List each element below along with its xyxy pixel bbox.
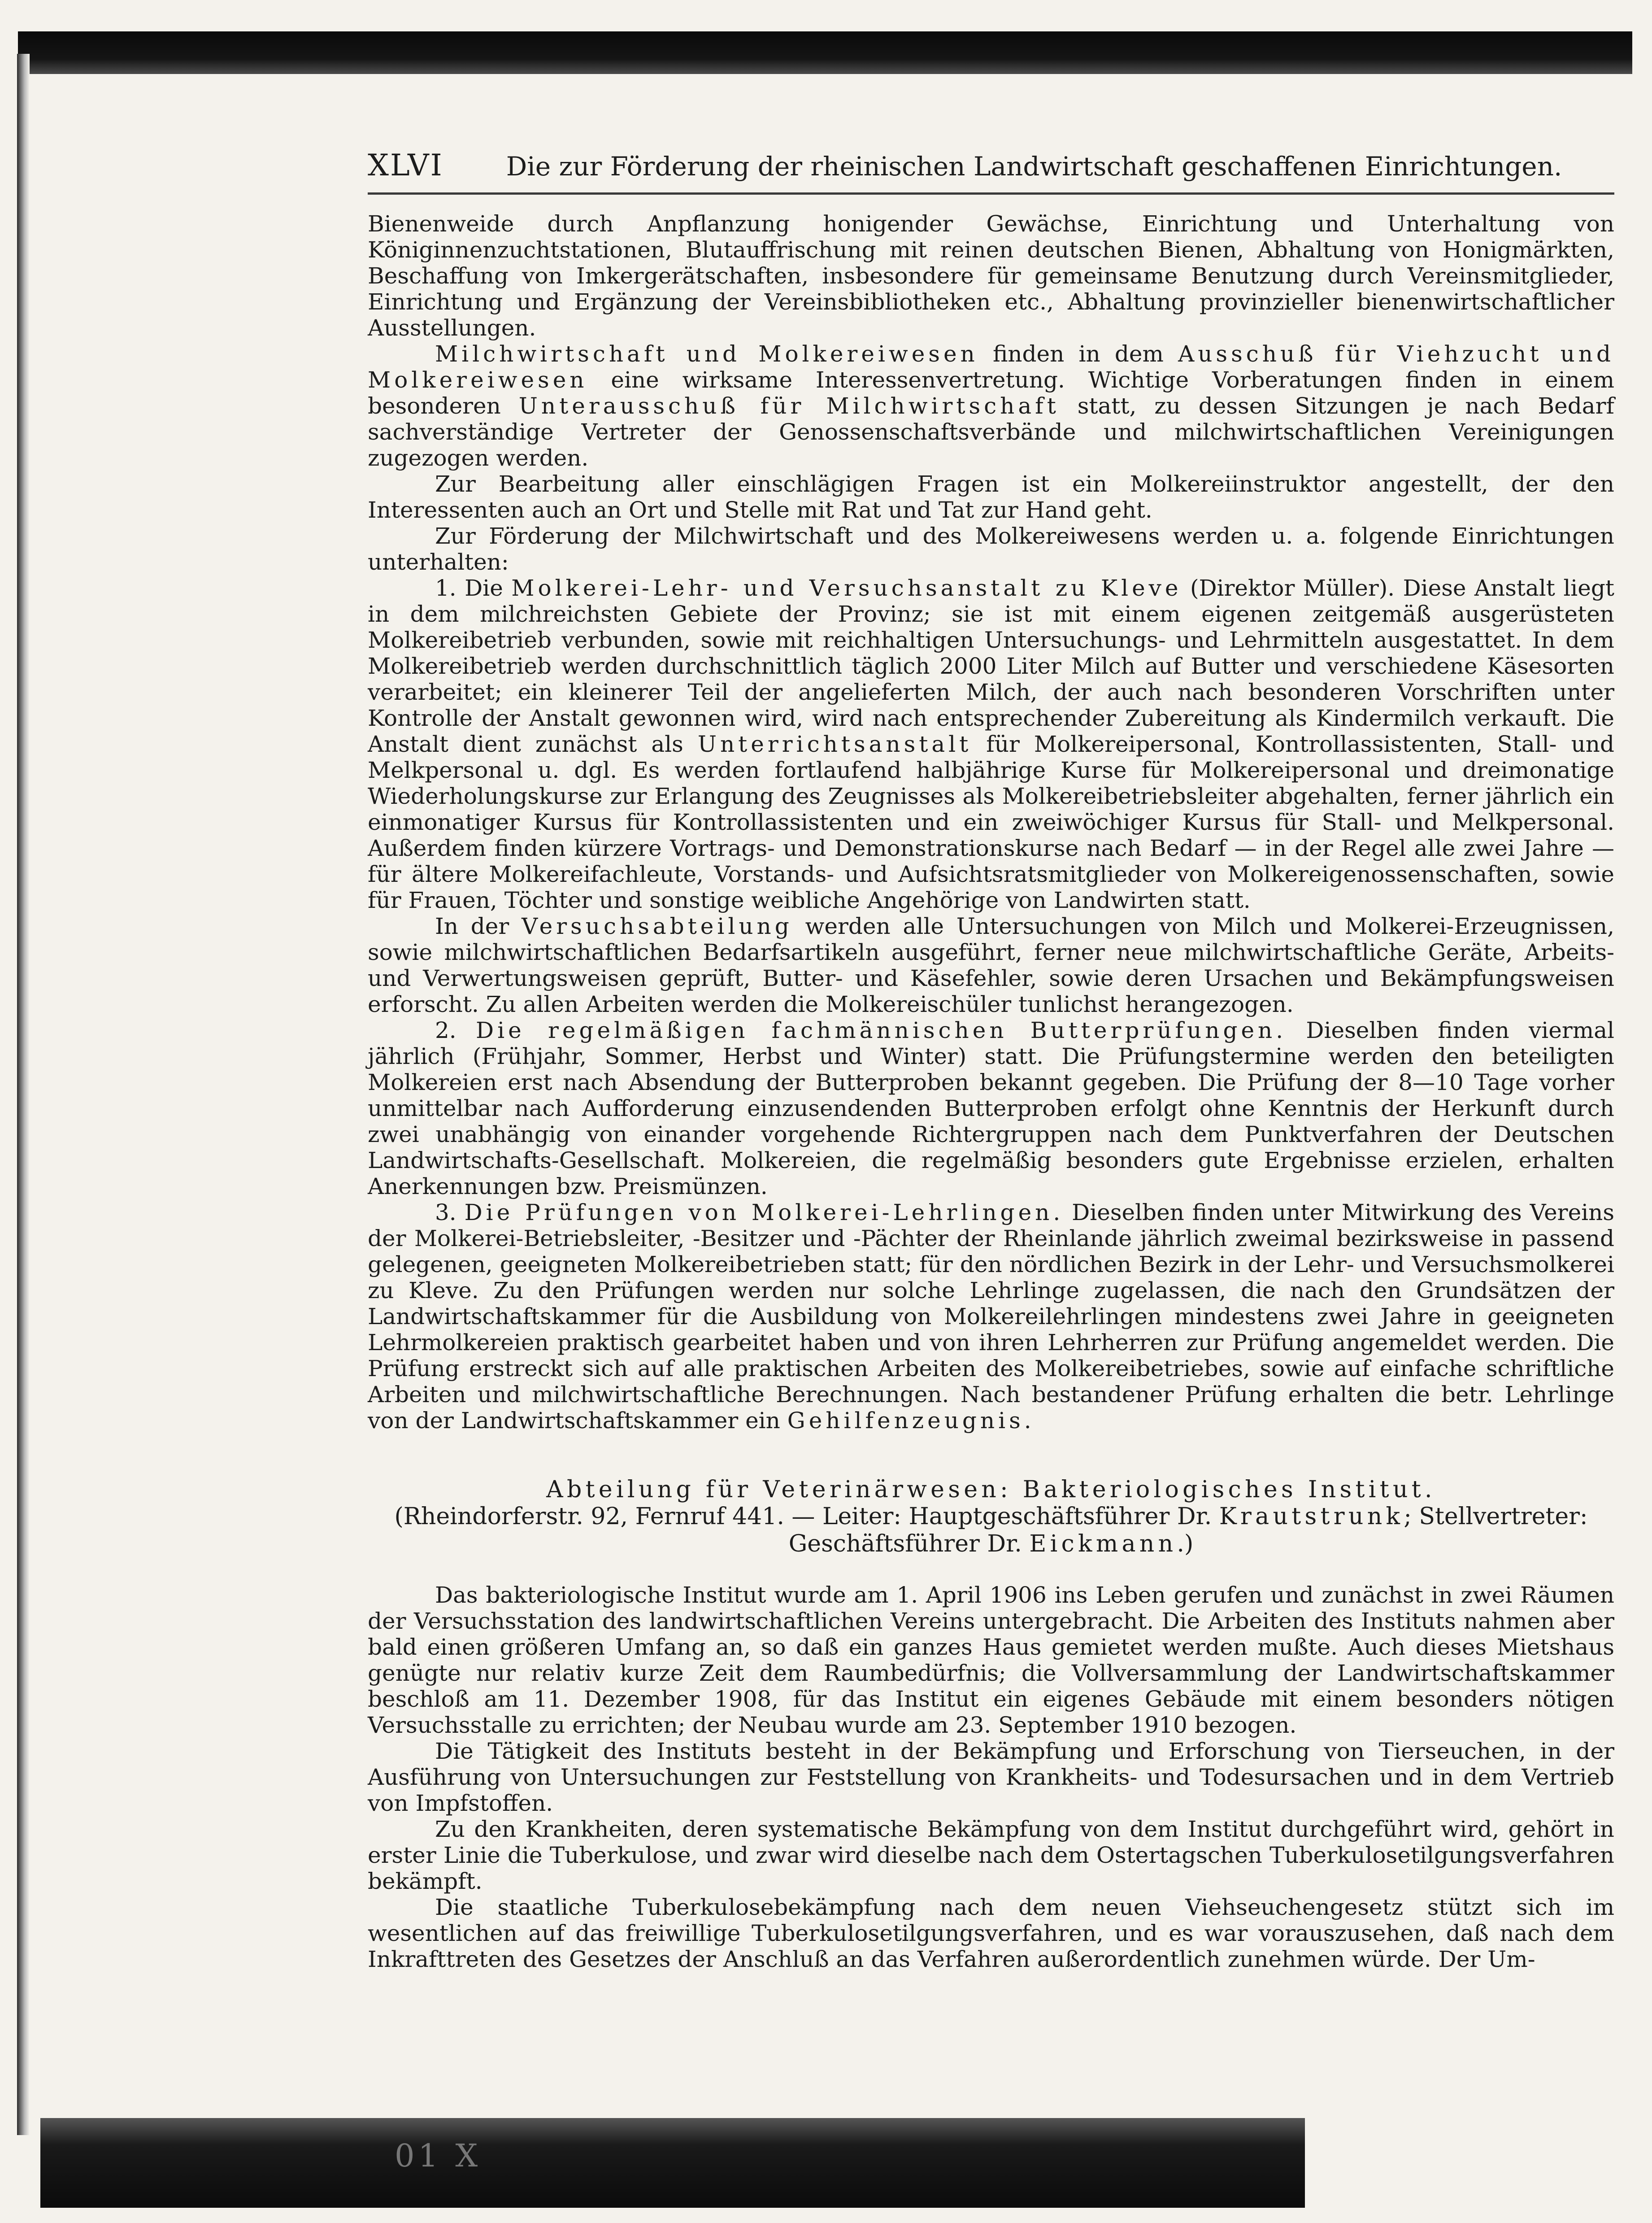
spaced-term: Die Prüfungen von Molkerei-Lehrlingen.	[464, 1199, 1064, 1225]
paragraph-bees: Bienenweide durch Anpflanzung honigender Gewächse, Einrichtung und Unterhaltung von Königinnenzuchtstationen, Blutauffrischung mit reinen deutschen Bienen, Abhaltung von Honigmärkten, Beschaffung von Imkergerätschaften, insbesondere für gemeinsame Benutzung durch Vereinsmitglieder, Einrichtung und Ergänzung der Vereinsbibliotheken etc., Abhaltung provinzieller bienenwirtschaftlicher Ausstellungen.	[368, 211, 1614, 341]
paragraph-milk-industry	[368, 341, 1614, 471]
text-run: statt, zu dessen Sitzungen je nach Bedarf sachverständige Vertreter der Genossenschaftsverbände und milchwirtschaftlichen Vereinigungen zugezogen werden.	[368, 393, 1614, 471]
section-heading: Abteilung für Veterinärwesen: Bakteriologisches Institut.	[546, 1476, 1436, 1503]
text-run: Dieselben finden unter Mitwirkung des Vereins der Molkerei-Betriebsleiter, -Besitzer und -Pächter der Rheinlande jährlich zweimal bezirksweise in passend gelegenen, geeigneten Molkereibetrieben statt; für den nördlichen Bezirk in der Lehr- und Versuchsmolkerei zu Kleve. Zu den Prüfungen werden nur solche Lehrlinge zugelassen, die nach den Grundsätzen der Landwirtschaftskammer für die Ausbildung von Molkereilehrlingen mindestens zwei Jahre in geeigneten Lehrmolkereien praktisch gearbeitet haben und von ihren Lehrherren zur Prüfung angemeldet werden. Die Prüfung erstreckt sich auf alle praktischen Arbeiten des Molkereibetriebes, sowie auf einfache schriftliche Arbeiten und milchwirtschaftliche Berechnungen. Nach bestandener Prüfung erhalten die betr. Lehrlinge von der Landwirtschaftskammer ein	[368, 1199, 1615, 1434]
text-run: für Molkereipersonal, Kontrollassistenten, Stall- und Melkpersonal u. dgl. Es werden fortlaufend halbjährige Kurse für Molkereipersonal und dreimonatige Wiederholungskurse zur Erlangung des Zeugnisses als Molkereibetriebsleiter abgehalten, ferner jährlich ein einmonatiger Kursus für Kontrollassistenten und ein zweiwöchiger Kursus für Stall- und Melkpersonal. Außerdem finden kürzere Vortrags- und Demonstrationskurse nach Bedarf — in der Regel alle zwei Jahre — für ältere Molkereifachleute, Vorstands- und Aufsichtsratsmitglieder von Molkereigenossenschaften, sowie für Frauen, Töchter und sonstige weibliche Angehörige von Landwirten statt.	[368, 731, 1614, 913]
text-run: 2.	[435, 1017, 476, 1043]
paragraph-intro-list: Zur Förderung der Milchwirtschaft und des Molkereiwesens werden u. a. folgende Einrichtungen unterhalten:	[368, 523, 1614, 575]
text-run: werden alle Untersuchungen von Milch und Molkerei-Erzeugnissen, sowie milchwirtschaftlichen Bedarfsartikeln ausgeführt, ferner neue milchwirtschaftliche Geräte, Arbeits- und Verwertungsweisen geprüft, Butter- und Käsefehler, sowie deren Ursachen und Bekämpfungsweisen erforscht. Zu allen Arbeiten werden die Molkereischüler tunlichst herangezogen.	[368, 913, 1614, 1017]
paragraph-butter-tests	[368, 1017, 1614, 1199]
text-run: .	[1024, 1408, 1031, 1434]
spaced-term: Unterausschuß für Milchwirtschaft	[518, 393, 1060, 419]
paragraph-institute-activity: Die Tätigkeit des Instituts besteht in der Bekämpfung und Erforschung von Tierseuchen, in der Ausführung von Untersuchungen zur Feststellung von Krankheits- und Todesursachen und in dem Vertrieb von Impfstoffen.	[368, 1738, 1614, 1816]
text-run: (Direktor Müller). Diese Anstalt liegt in dem milchreichsten Gebiete der Provinz; sie ist mit einem eigenen zeitgemäß ausgerüsteten Molkereibetrieb verbunden, sowie mit reichhaltigen Untersuchungs- und Lehrmitteln ausgestattet. In dem Molkereibetrieb werden durchschnittlich täglich 2000 Liter Milch auf Butter und verschiedene Käsesorten verarbeitet; ein kleinerer Teil der angelieferten Milch, der auch nach besonderen Vorschriften unter Kontrolle der Anstalt gewonnen wird, wird nach entsprechender Zubereitung als Kindermilch verkauft. Die Anstalt dient zunächst als	[368, 575, 1614, 757]
paragraph-tuberculosis: Zu den Krankheiten, deren systematische Bekämpfung von dem Institut durchgeführt wird, gehört in erster Linie die Tuberkulose, und zwar wird dieselbe nach dem Ostertagschen Tuberkulosetilgungsverfahren bekämpft.	[368, 1816, 1614, 1894]
text-run: 1. Die	[435, 575, 512, 601]
spaced-term: Ausschuß für Viehzucht und Molkereiwesen	[368, 341, 1614, 393]
person-name: Eickmann	[1029, 1530, 1177, 1557]
running-title: Die zur Förderung der rheinischen Landwirtschaft geschaffenen Einrichtungen.	[506, 151, 1562, 182]
paragraph-instructor: Zur Bearbeitung aller einschlägigen Fragen ist ein Molkereiinstruktor angestellt, der den Interessenten auch an Ort und Stelle mit Rat und Tat zur Hand geht.	[368, 471, 1614, 523]
text-run: Dieselben finden viermal jährlich (Frühjahr, Sommer, Herbst und Winter) statt. Die Prüfungstermine werden den beteiligten Molkereien erst nach Absendung der Butterproben bekannt gegeben. Die Prüfung der 8—10 Tage vorher unmittelbar nach Aufforderung einzusendenden Butterproben erfolgt ohne Kenntnis der Herkunft durch zwei unabhängig von einander vorgehende Richtergruppen nach dem Punktverfahren der Deutschen Landwirtschafts-Gesellschaft. Molkereien, die regelmäßig besonders gute Ergebnisse erzielen, erhalten Anerkennungen bzw. Preismünzen.	[368, 1017, 1614, 1199]
paragraph-kleve-institute	[368, 575, 1614, 913]
text-run: 3.	[435, 1199, 465, 1225]
paragraph-research-dept	[368, 913, 1614, 1017]
scan-folio-mark: 01 X	[395, 2137, 482, 2174]
spaced-term: Molkerei-Lehr- und Versuchsanstalt zu Kleve	[511, 575, 1182, 601]
scan-border-top	[18, 31, 1632, 74]
paragraph-apprentice-exams	[368, 1199, 1614, 1434]
spaced-term: Milchwirtschaft und Molkereiwesen	[435, 341, 978, 367]
scan-border-left	[17, 54, 30, 2135]
page-number: XLVI	[368, 148, 443, 183]
spaced-term: Versuchsabteilung	[522, 913, 793, 939]
text-run: eine wirksame Interessenvertretung. Wichtige Vorberatungen finden in einem besonderen	[368, 367, 1614, 419]
scan-border-bottom	[40, 2118, 1305, 2208]
text-run: finden in dem	[978, 341, 1178, 367]
text-run: ; Stellvertreter: Geschäftsführer Dr.	[788, 1503, 1588, 1557]
text-run: In der	[435, 913, 522, 939]
body-text	[368, 211, 1614, 1972]
person-name: Krautstrunk	[1219, 1503, 1404, 1530]
spaced-term: Die regelmäßigen fachmännischen Butterprüfungen.	[476, 1017, 1287, 1043]
text-run: (Rheindorferstr. 92, Fernruf 441. — Leiter: Hauptgeschäftsführer Dr.	[394, 1503, 1219, 1530]
paragraph-institute-history: Das bakteriologische Institut wurde am 1. April 1906 ins Leben gerufen und zunächst in zwei Räumen der Versuchsstation des landwirtschaftlichen Vereins untergebracht. Die Arbeiten des Instituts nahmen aber bald einen größeren Umfang an, so daß ein ganzes Haus gemietet werden mußte. Auch dieses Mietshaus genügte nur relativ kurze Zeit dem Raumbedürfnis; die Vollversammlung der Landwirtschaftskammer beschloß am 11. Dezember 1908, für das Institut ein eigenes Gebäude mit einem besonders nötigen Versuchsstalle zu errichten; der Neubau wurde am 23. September 1910 bezogen.	[368, 1582, 1614, 1738]
spaced-term: Unterrichtsanstalt	[697, 731, 972, 757]
running-head	[368, 148, 1614, 195]
text-run: .)	[1177, 1530, 1194, 1557]
paragraph-state-program: Die staatliche Tuberkulosebekämpfung nach dem neuen Viehseuchengesetz stützt sich im wesentlichen auf das freiwillige Tuberkulosetilgungsverfahren, und es war vorauszusehen, daß nach dem Inkrafttreten des Gesetzes der Anschluß an das Verfahren außerordentlich zunehmen würde. Der Um-	[368, 1894, 1614, 1972]
spaced-term: Gehilfenzeugnis	[787, 1408, 1024, 1434]
section-subheading	[368, 1503, 1614, 1557]
